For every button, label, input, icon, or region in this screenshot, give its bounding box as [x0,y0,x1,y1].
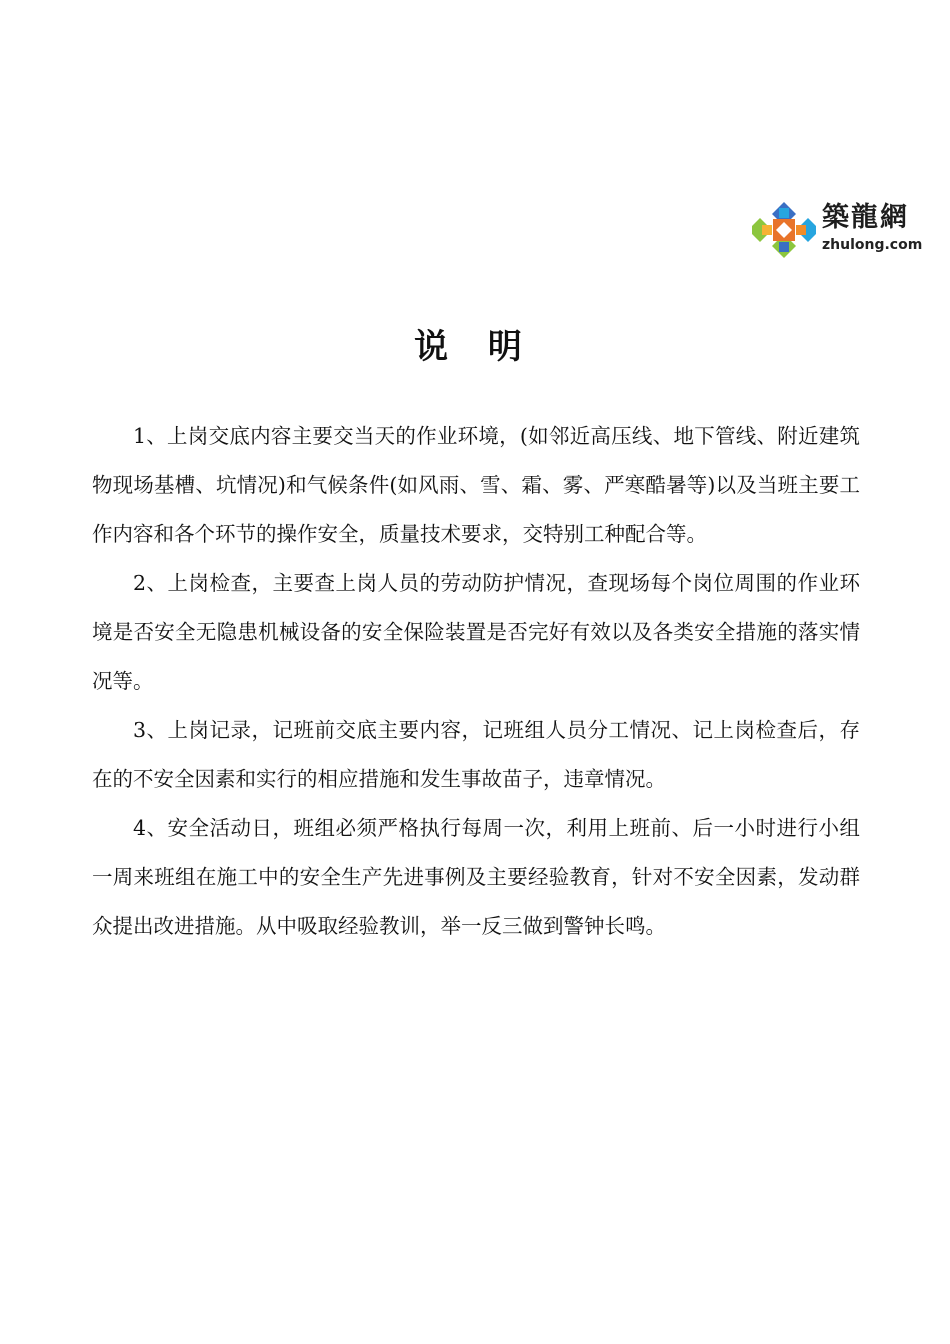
zhulong-logo-icon [752,200,816,260]
document-body [92,412,860,951]
logo-domain: zhulong.com [822,237,923,253]
paragraph-1: 1、上岗交底内容主要交当天的作业环境，(如邻近高压线、地下管线、附近建筑物现场基槽、坑情况)和气候条件(如风雨、雪、霜、雾、严寒酷暑等)以及当班主要工作内容和各个环节的操作安全，质量技术要求，交特别工种配合等。 [92,424,860,546]
zhulong-logo [752,198,924,262]
paragraph-4: 4、安全活动日，班组必须严格执行每周一次，利用上班前、后一小时进行小组一周来班组在施工中的安全生产先进事例及主要经验教育，针对不安全因素，发动群众提出改进措施。从中吸取经验教训，举一反三做到警钟长鸣。 [92,816,860,938]
logo-name: 築龍網 [822,202,909,233]
page-title: 说 明 [414,327,536,367]
paragraph-3: 3、上岗记录，记班前交底主要内容，记班组人员分工情况、记上岗检查后，存在的不安全因素和实行的相应措施和发生事故苗子，违章情况。 [92,718,860,791]
paragraph-2: 2、上岗检查，主要查上岗人员的劳动防护情况，查现场每个岗位周围的作业环境是否安全无隐患机械设备的安全保险装置是否完好有效以及各类安全措施的落实情况等。 [92,571,860,693]
